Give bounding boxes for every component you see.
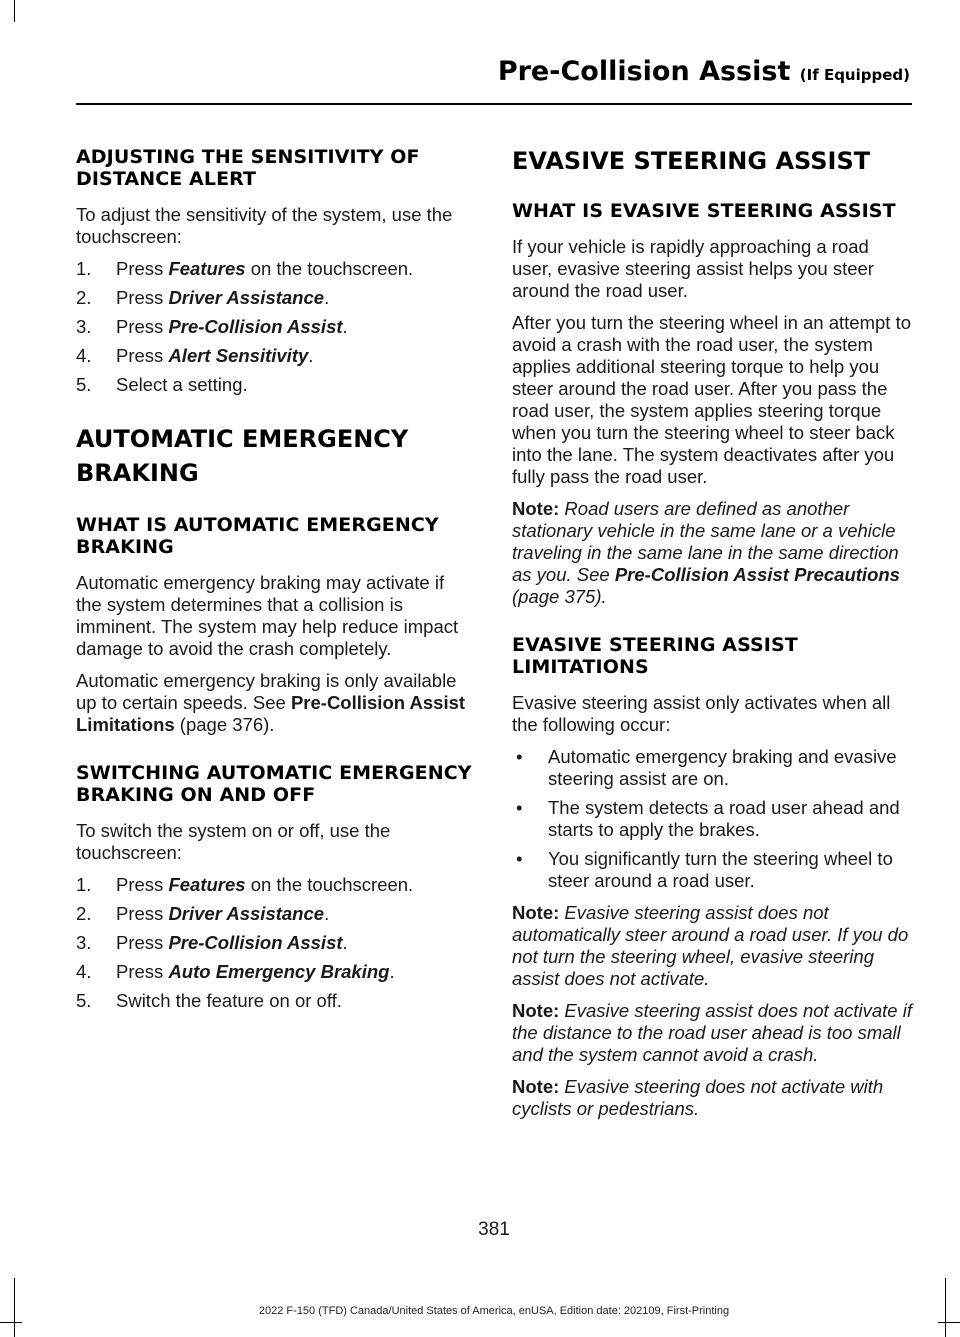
list-item: 2. Press Driver Assistance.	[76, 903, 330, 924]
list-item: 2. Press Driver Assistance.	[76, 287, 330, 308]
limitations-link[interactable]: Pre-Collision Assist Limitations	[76, 692, 466, 735]
esa-operation: After you turn the steering wheel in an attempt to avoid a crash with the road user, the system applies additional steering torque to help you steer around the road user. After you pass the road user, the system applies steering torque when you turn the steering wheel to steer back into the lane. The system deactivates after you fully pass the road user.	[512, 312, 912, 487]
chapter-heading-evasive: EVASIVE STEERING ASSIST	[512, 147, 871, 175]
list-item: 3. Press Pre-Collision Assist.	[76, 316, 348, 337]
precautions-link[interactable]: Pre-Collision Assist Precautions	[614, 564, 900, 585]
header-qualifier: (If Equipped)	[799, 66, 910, 84]
switching-steps	[76, 874, 474, 1012]
esa-note-3: Note: Evasive steering does not activate with cyclists or pedestrians.	[512, 1076, 884, 1119]
list-item: • You significantly turn the steering wheel to steer around a road user.	[516, 848, 893, 891]
aeb-description: Automatic emergency braking may activate if the system determines that a collision is imminent. The system may help reduce impact damage to avoid the crash completely.	[76, 572, 459, 659]
esa-description: If your vehicle is rapidly approaching a road user, evasive steering assist helps you steer around the road user.	[512, 236, 874, 301]
crop-mark-bottom-right-h	[938, 1322, 960, 1323]
chapter-heading-aeb: AUTOMATIC EMERGENCY BRAKING	[76, 425, 409, 487]
list-item: • Automatic emergency braking and evasive steering assist are on.	[516, 746, 897, 789]
list-item: 5. Select a setting.	[76, 374, 248, 395]
page-header-title	[498, 56, 910, 87]
page-number: 381	[478, 1219, 510, 1240]
footer-edition-info: 2022 F-150 (TFD) Canada/United States of America, enUSA, Edition date: 202109, First-Printing	[258, 1305, 730, 1317]
list-item: 4. Press Auto Emergency Braking.	[76, 961, 395, 982]
list-item: 5. Switch the feature on or off.	[76, 990, 342, 1011]
crop-mark-bottom-left-h	[0, 1322, 22, 1323]
esa-road-user-note: Note: Road users are defined as another stationary vehicle in the same lane or a vehicle traveling in the same lane in the same direction as you. See Pre-Collision Assist Precautions (page 375).	[512, 498, 900, 607]
section-heading-sensitivity: ADJUSTING THE SENSITIVITY OF DISTANCE ALERT	[76, 146, 420, 190]
list-item: 3. Press Pre-Collision Assist.	[76, 932, 348, 953]
header-rule	[76, 103, 912, 105]
sensitivity-steps	[76, 258, 474, 396]
list-item: 1. Press Features on the touchscreen.	[76, 874, 414, 895]
switching-intro: To switch the system on or off, use the touchscreen:	[76, 820, 391, 863]
section-heading-switching-aeb: SWITCHING AUTOMATIC EMERGENCY BRAKING ON AND OFF	[76, 762, 472, 806]
esa-limitations-intro: Evasive steering assist only activates when all the following occur:	[512, 692, 891, 735]
esa-conditions-list	[512, 746, 912, 892]
header-title-text: Pre-Collision Assist	[497, 56, 791, 87]
crop-mark-top-left	[14, 0, 15, 22]
list-item: 4. Press Alert Sensitivity.	[76, 345, 314, 366]
list-item: 1. Press Features on the touchscreen.	[76, 258, 414, 279]
section-heading-what-is-esa: WHAT IS EVASIVE STEERING ASSIST	[512, 200, 896, 222]
right-column	[512, 146, 912, 1130]
section-heading-esa-limitations: EVASIVE STEERING ASSIST LIMITATIONS	[512, 634, 798, 678]
section-heading-what-is-aeb: WHAT IS AUTOMATIC EMERGENCY BRAKING	[76, 514, 439, 558]
aeb-speed-note: Automatic emergency braking is only available up to certain speeds. See Pre-Collision Assist Limitations (page 376).	[76, 670, 466, 735]
esa-note-1: Note: Evasive steering assist does not automatically steer around a road user. If you do not turn the steering wheel, evasive steering assist does not activate.	[512, 902, 909, 989]
esa-note-2: Note: Evasive steering assist does not activate if the distance to the road user ahead is too small and the system cannot avoid a crash.	[512, 1000, 912, 1065]
left-column	[76, 146, 474, 1022]
list-item: • The system detects a road user ahead and starts to apply the brakes.	[516, 797, 900, 840]
sensitivity-intro: To adjust the sensitivity of the system, use the touchscreen:	[76, 204, 453, 247]
